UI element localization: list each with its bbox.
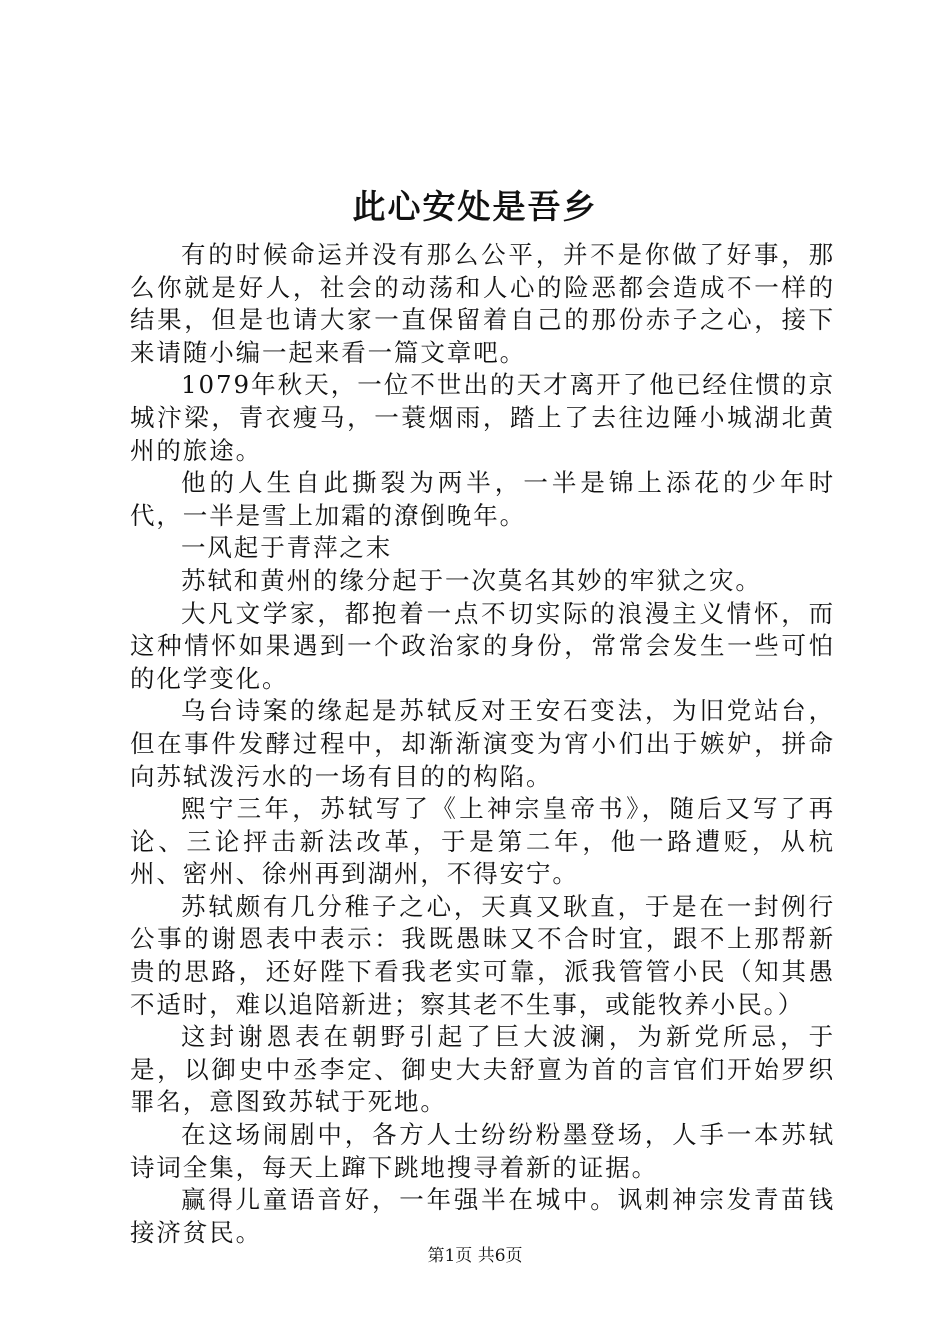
document-title: 此心安处是吾乡 [352,187,598,226]
paragraph-6: 乌台诗案的缘起是苏轼反对王安石变法，为旧党站台，但在事件发酵过程中，却渐渐演变为宵小们出于嫉妒，拼命向苏轼泼污水的一场有目的的构陷。 [130,696,835,791]
paragraph-11: 赢得儿童语音好，一年强半在城中。讽刺神宗发青苗钱接济贫民。 [130,1185,835,1247]
paragraph-1: 有的时候命运并没有那么公平，并不是你做了好事，那么你就是好人，社会的动荡和人心的险恶都会造成不一样的结果，但是也请大家一直保留着自己的那份赤子之心，接下来请随小编一起来看一篇文章吧。 [130,240,835,367]
document-body [130,239,835,1249]
paragraph-2: 1079年秋天，一位不世出的天才离开了他已经住惯的京城汴梁，青衣瘦马，一蓑烟雨，踏上了去往边陲小城湖北黄州的旅途。 [130,370,835,465]
paragraph-8: 苏轼颇有几分稚子之心，天真又耿直，于是在一封例行公事的谢恩表中表示：我既愚昧又不合时宜，跟不上那帮新贵的思路，还好陛下看我老实可靠，派我管管小民（知其愚不适时，难以追陪新进；察其老不生事，或能牧养小民。） [130,891,835,1019]
paragraph-9: 这封谢恩表在朝野引起了巨大波澜，为新党所忌，于是，以御史中丞李定、御史大夫舒亶为首的言官们开始罗织罪名，意图致苏轼于死地。 [130,1022,835,1117]
paragraph-10: 在这场闹剧中，各方人士纷纷粉墨登场，人手一本苏轼诗词全集，每天上蹿下跳地搜寻着新的证据。 [130,1120,835,1182]
paragraph-4: 苏轼和黄州的缘分起于一次莫名其妙的牢狱之灾。 [181,565,762,595]
section-heading: 一风起于青萍之末 [181,533,393,563]
paragraph-3: 他的人生自此撕裂为两半，一半是锦上添花的少年时代，一半是雪上加霜的潦倒晚年。 [130,468,835,530]
page-number: 第1页 共6页 [427,1246,523,1266]
paragraph-7: 熙宁三年，苏轼写了《上神宗皇帝书》，随后又写了再论、三论抨击新法改革，于是第二年，他一路遭贬，从杭州、密州、徐州再到湖州，不得安宁。 [130,794,835,889]
paragraph-5: 大凡文学家，都抱着一点不切实际的浪漫主义情怀，而这种情怀如果遇到一个政治家的身份，常常会发生一些可怕的化学变化。 [130,598,835,693]
